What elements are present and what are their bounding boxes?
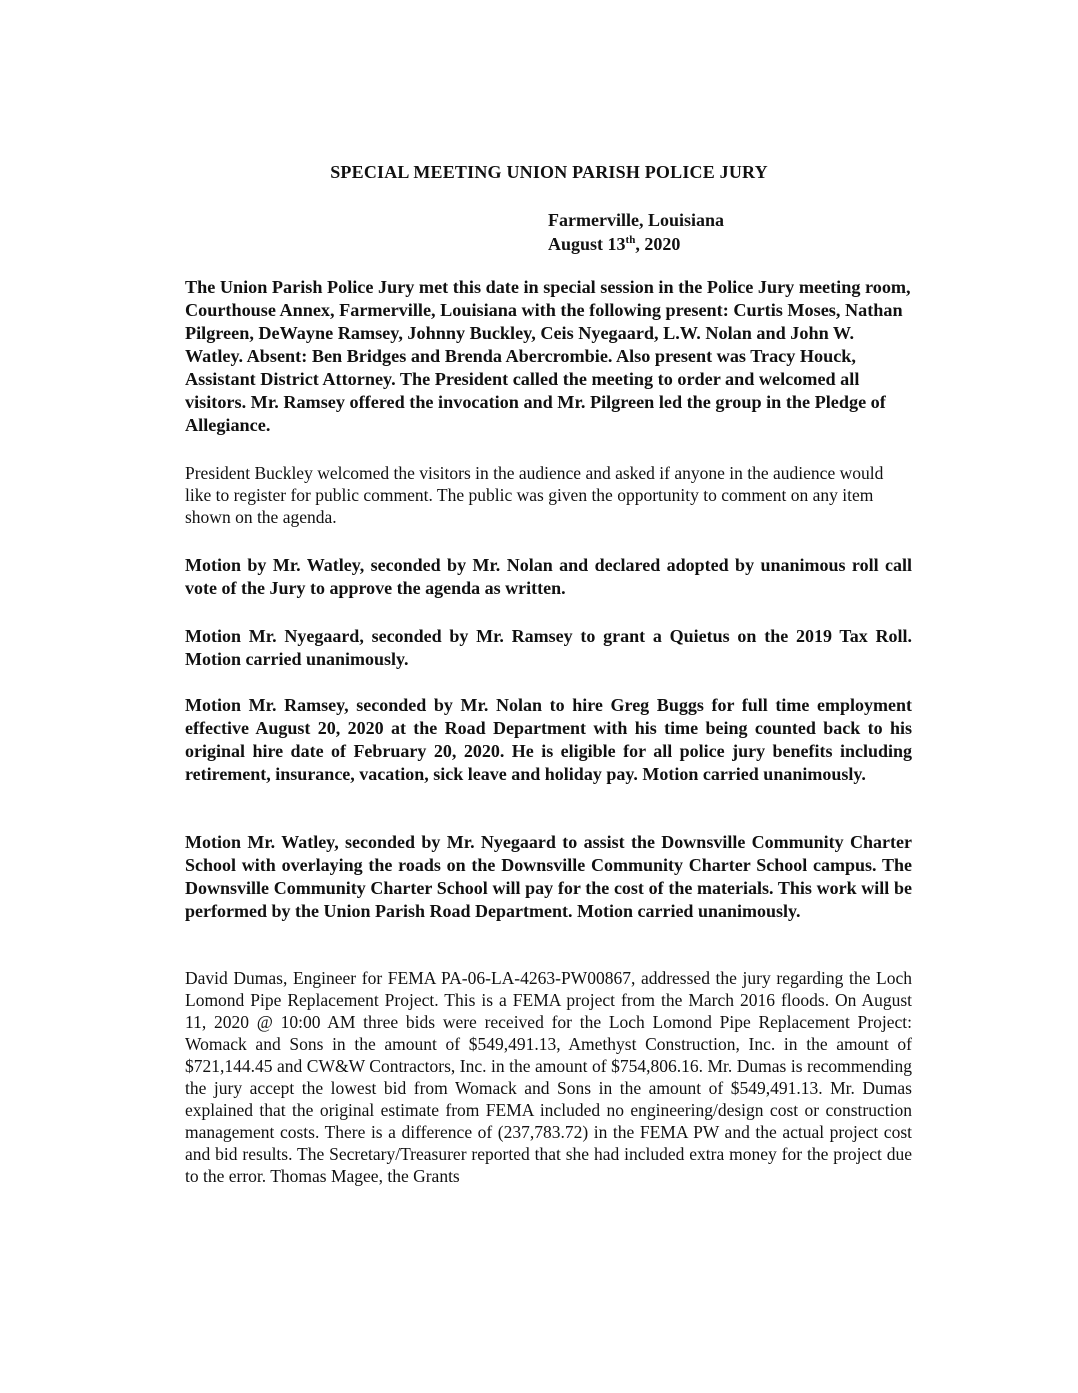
paragraph-attendance: The Union Parish Police Jury met this date in special session in the Police Jury meeting room, Courthouse Annex, Farmerville, Louisiana with the following present: Curtis Moses, Nathan Pilgreen, DeWayne Ramsey, Johnny Buckley, Ceis Nyegaard, L.W. Nolan and John W. Watley. Absent: Ben Bridges and Brenda Abercrombie. Also present was Tracy Houck, Assistant District Attorney. The President called the meeting to order and welcomed all visitors. Mr. Ramsey offered the invocation and Mr. Pilgreen led the group in the Pledge of Allegiance. — [185, 277, 911, 435]
paragraph-motion-charter-school: Motion Mr. Watley, seconded by Mr. Nyegaard to assist the Downsville Community Charter School with overlaying the roads on the Downsville Community Charter School campus. The Downsville Community Charter School will pay for the cost of the materials. This work will be performed by the Union Parish Road Department. Motion carried unanimously. — [185, 832, 912, 921]
meeting-date-suffix: th — [625, 234, 636, 246]
paragraph-motion-quietus: Motion Mr. Nyegaard, seconded by Mr. Ramsey to grant a Quietus on the 2019 Tax Roll. Motion carried unanimously. — [185, 626, 912, 669]
paragraph-motion-hire: Motion Mr. Ramsey, seconded by Mr. Nolan to hire Greg Buggs for full time employment effective August 20, 2020 at the Road Department with his time being counted back to his original hire date of February 20, 2020. He is eligible for all police jury benefits including retirement, insurance, vacation, sick leave and holiday pay. Motion carried unanimously. — [185, 695, 912, 784]
paragraph-motion-agenda: Motion by Mr. Watley, seconded by Mr. Nolan and declared adopted by unanimous roll call vote of the Jury to approve the agenda as written. — [185, 555, 912, 598]
document-title: SPECIAL MEETING UNION PARISH POLICE JURY — [330, 162, 768, 182]
meeting-location: Farmerville, Louisiana — [548, 210, 724, 230]
meeting-date-prefix: August 13 — [548, 234, 626, 254]
paragraph-public-comment: President Buckley welcomed the visitors in the audience and asked if anyone in the audience would like to register for public comment. The public was given the opportunity to comment on any item shown on the agenda. — [185, 463, 884, 527]
meeting-date — [548, 232, 724, 256]
place-date-block — [548, 208, 724, 256]
paragraph-fema-project: David Dumas, Engineer for FEMA PA-06-LA-4263-PW00867, addressed the jury regarding the Loch Lomond Pipe Replacement Project. This is a FEMA project from the March 2016 floods. On August 11, 2020 @ 10:00 AM three bids were received for the Loch Lomond Pipe Replacement Project: Womack and Sons in the amount of $549,491.13, Amethyst Construction, Inc. in the amount of $721,144.45 and CW&W Contractors, Inc. in the amount of $754,806.16. Mr. Dumas is recommending the jury accept the lowest bid from Womack and Sons in the amount of $549,491.13. Mr. Dumas explained that the original estimate from FEMA included no engineering/design cost or construction management costs. There is a difference of (237,783.72) in the FEMA PW and the actual project cost and bid results. The Secretary/Treasurer reported that she had included extra money for the project due to the error. Thomas Magee, the Grants — [185, 968, 912, 1186]
meeting-date-year: , 2020 — [635, 234, 681, 254]
